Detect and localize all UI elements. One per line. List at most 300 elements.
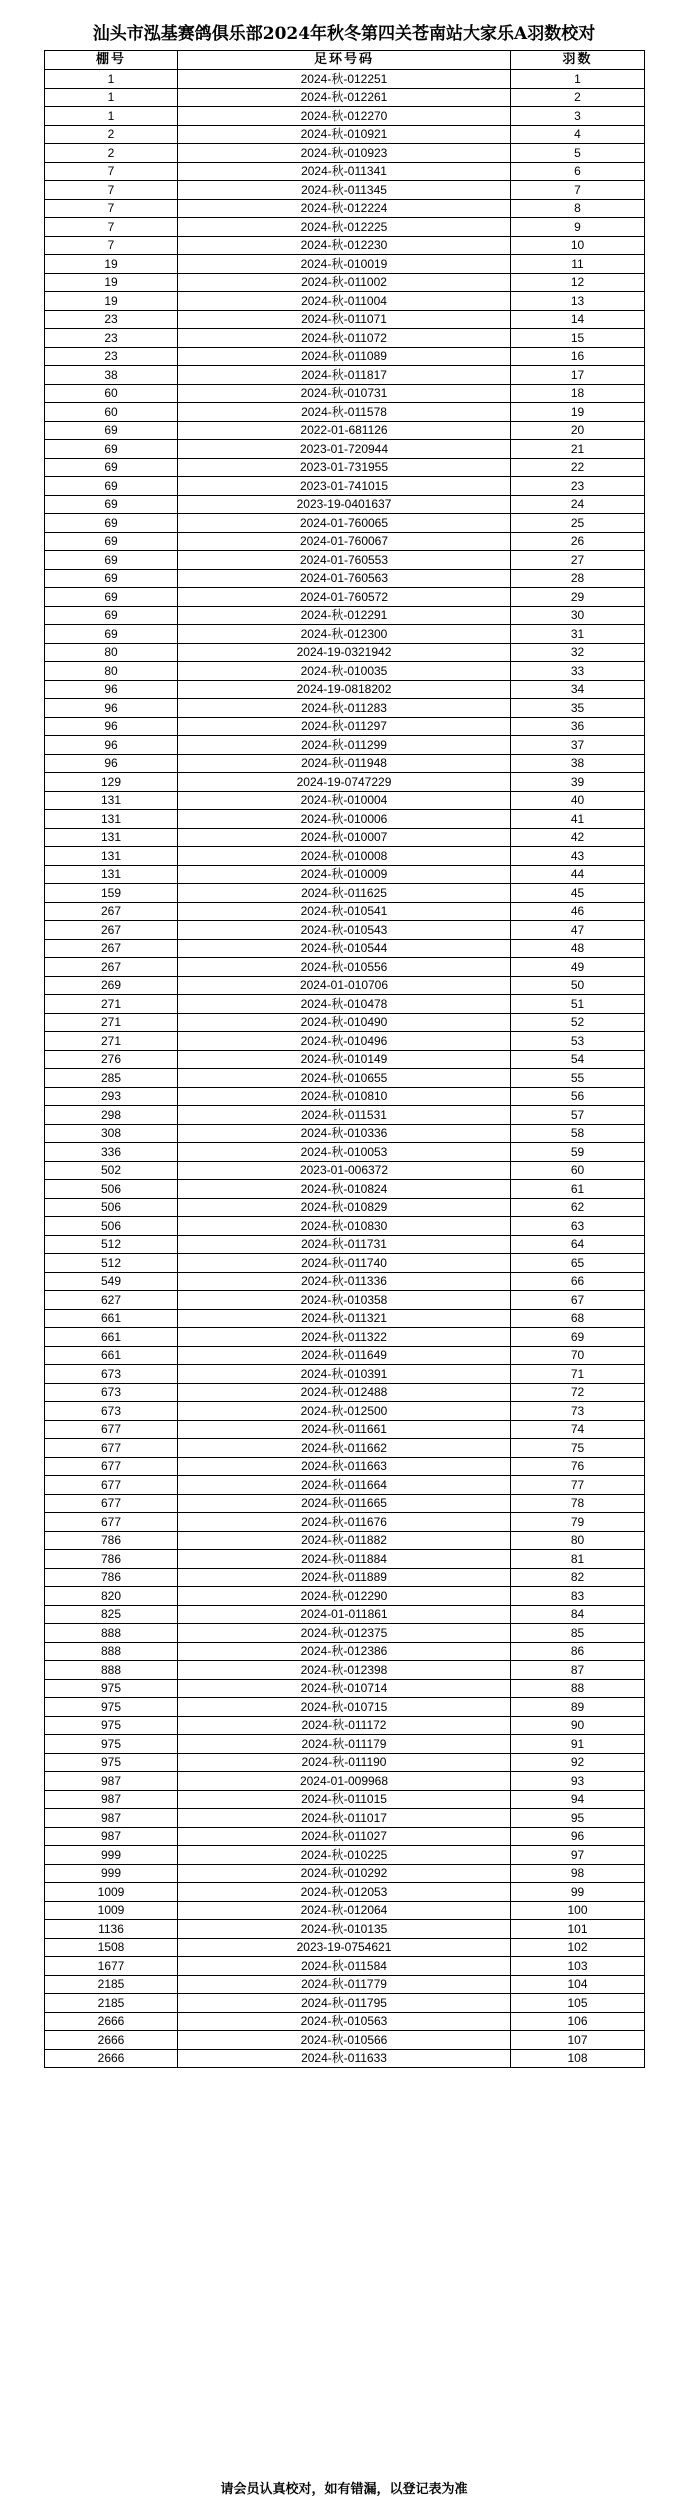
cell-loft-number: 69 (45, 606, 178, 625)
cell-loft-number: 677 (45, 1420, 178, 1439)
cell-loft-number: 271 (45, 995, 178, 1014)
cell-loft-number: 69 (45, 477, 178, 496)
table-row (45, 643, 645, 662)
cell-bird-count: 67 (511, 1291, 645, 1310)
cell-loft-number: 276 (45, 1050, 178, 1069)
table-row (45, 1901, 645, 1920)
cell-ring-number: 2024-秋-010490 (178, 1013, 511, 1032)
table-row (45, 1735, 645, 1754)
cell-ring-number: 2024-01-760067 (178, 532, 511, 551)
cell-bird-count: 54 (511, 1050, 645, 1069)
cell-loft-number: 69 (45, 532, 178, 551)
cell-bird-count: 78 (511, 1494, 645, 1513)
table-row (45, 384, 645, 403)
cell-loft-number: 2666 (45, 2012, 178, 2031)
cell-ring-number: 2024-秋-011321 (178, 1309, 511, 1328)
cell-bird-count: 74 (511, 1420, 645, 1439)
table-row (45, 625, 645, 644)
cell-ring-number: 2024-秋-012398 (178, 1661, 511, 1680)
cell-bird-count: 91 (511, 1735, 645, 1754)
cell-ring-number: 2024-秋-011663 (178, 1457, 511, 1476)
cell-ring-number: 2024-秋-012375 (178, 1624, 511, 1643)
table-row (45, 477, 645, 496)
cell-bird-count: 103 (511, 1957, 645, 1976)
table-row (45, 1383, 645, 1402)
cell-bird-count: 63 (511, 1217, 645, 1236)
cell-ring-number: 2024-秋-011948 (178, 754, 511, 773)
cell-bird-count: 65 (511, 1254, 645, 1273)
cell-ring-number: 2024-秋-010566 (178, 2031, 511, 2050)
table-row (45, 1161, 645, 1180)
header-bird-count: 羽数 (511, 51, 645, 70)
cell-bird-count: 29 (511, 588, 645, 607)
page-title: 汕头市泓基赛鸽俱乐部2024年秋冬第四关苍南站大家乐A羽数校对 (92, 24, 596, 44)
cell-bird-count: 14 (511, 310, 645, 329)
cell-ring-number: 2024-秋-012224 (178, 199, 511, 218)
cell-loft-number: 267 (45, 902, 178, 921)
cell-ring-number: 2024-秋-010715 (178, 1698, 511, 1717)
cell-loft-number: 512 (45, 1235, 178, 1254)
cell-loft-number: 1009 (45, 1901, 178, 1920)
cell-bird-count: 102 (511, 1938, 645, 1957)
cell-bird-count: 97 (511, 1846, 645, 1865)
table-header-row (45, 51, 645, 70)
cell-bird-count: 27 (511, 551, 645, 570)
table-row (45, 2049, 645, 2068)
cell-ring-number: 2024-秋-011740 (178, 1254, 511, 1273)
cell-loft-number: 69 (45, 495, 178, 514)
cell-loft-number: 69 (45, 514, 178, 533)
cell-ring-number: 2024-19-0818202 (178, 680, 511, 699)
table-row (45, 1198, 645, 1217)
cell-loft-number: 673 (45, 1365, 178, 1384)
cell-loft-number: 502 (45, 1161, 178, 1180)
cell-bird-count: 36 (511, 717, 645, 736)
cell-ring-number: 2024-秋-011731 (178, 1235, 511, 1254)
cell-ring-number: 2024-秋-010149 (178, 1050, 511, 1069)
cell-loft-number: 7 (45, 199, 178, 218)
cell-ring-number: 2024-01-011861 (178, 1605, 511, 1624)
table-row (45, 236, 645, 255)
cell-ring-number: 2024-秋-011882 (178, 1531, 511, 1550)
cell-bird-count: 95 (511, 1809, 645, 1828)
cell-loft-number: 38 (45, 366, 178, 385)
cell-loft-number: 96 (45, 680, 178, 699)
cell-ring-number: 2024-秋-010714 (178, 1679, 511, 1698)
cell-loft-number: 96 (45, 699, 178, 718)
table-row (45, 1716, 645, 1735)
cell-ring-number: 2024-秋-011664 (178, 1476, 511, 1495)
cell-ring-number: 2024-19-0321942 (178, 643, 511, 662)
cell-ring-number: 2024-秋-010563 (178, 2012, 511, 2031)
cell-ring-number: 2024-秋-011578 (178, 403, 511, 422)
cell-bird-count: 82 (511, 1568, 645, 1587)
cell-loft-number: 661 (45, 1309, 178, 1328)
cell-loft-number: 506 (45, 1180, 178, 1199)
cell-bird-count: 92 (511, 1753, 645, 1772)
table-row (45, 1827, 645, 1846)
cell-bird-count: 47 (511, 921, 645, 940)
cell-bird-count: 68 (511, 1309, 645, 1328)
cell-ring-number: 2024-秋-012291 (178, 606, 511, 625)
cell-loft-number: 677 (45, 1494, 178, 1513)
cell-loft-number: 7 (45, 181, 178, 200)
cell-loft-number: 69 (45, 458, 178, 477)
table-row (45, 1531, 645, 1550)
cell-bird-count: 38 (511, 754, 645, 773)
cell-loft-number: 1677 (45, 1957, 178, 1976)
cell-loft-number: 987 (45, 1809, 178, 1828)
cell-bird-count: 18 (511, 384, 645, 403)
table-row (45, 1624, 645, 1643)
cell-loft-number: 627 (45, 1291, 178, 1310)
cell-bird-count: 98 (511, 1864, 645, 1883)
table-row (45, 310, 645, 329)
cell-ring-number: 2024-秋-010019 (178, 255, 511, 274)
table-row (45, 1291, 645, 1310)
table-row (45, 403, 645, 422)
cell-bird-count: 51 (511, 995, 645, 1014)
cell-loft-number: 80 (45, 643, 178, 662)
cell-loft-number: 1508 (45, 1938, 178, 1957)
cell-ring-number: 2024-秋-010035 (178, 662, 511, 681)
cell-ring-number: 2024-秋-010830 (178, 1217, 511, 1236)
cell-loft-number: 267 (45, 958, 178, 977)
header-ring-number: 足环号码 (178, 51, 511, 70)
table-row (45, 1254, 645, 1273)
cell-loft-number: 308 (45, 1124, 178, 1143)
cell-loft-number: 661 (45, 1346, 178, 1365)
cell-bird-count: 94 (511, 1790, 645, 1809)
table-row (45, 1217, 645, 1236)
table-row (45, 1957, 645, 1976)
table-row (45, 1846, 645, 1865)
table-row (45, 1439, 645, 1458)
table-row (45, 1864, 645, 1883)
cell-ring-number: 2024-秋-012386 (178, 1642, 511, 1661)
cell-loft-number: 298 (45, 1106, 178, 1125)
cell-loft-number: 96 (45, 717, 178, 736)
cell-loft-number: 271 (45, 1013, 178, 1032)
cell-bird-count: 87 (511, 1661, 645, 1680)
table-row (45, 958, 645, 977)
cell-ring-number: 2024-秋-012488 (178, 1383, 511, 1402)
cell-bird-count: 79 (511, 1513, 645, 1532)
cell-ring-number: 2024-秋-012270 (178, 107, 511, 126)
cell-ring-number: 2024-秋-011172 (178, 1716, 511, 1735)
cell-ring-number: 2024-秋-011889 (178, 1568, 511, 1587)
cell-loft-number: 987 (45, 1827, 178, 1846)
cell-ring-number: 2024-秋-010358 (178, 1291, 511, 1310)
table-row (45, 125, 645, 144)
cell-bird-count: 12 (511, 273, 645, 292)
cell-loft-number: 999 (45, 1846, 178, 1865)
cell-ring-number: 2024-秋-011625 (178, 884, 511, 903)
cell-bird-count: 5 (511, 144, 645, 163)
cell-bird-count: 34 (511, 680, 645, 699)
table-row (45, 995, 645, 1014)
cell-ring-number: 2024-19-0747229 (178, 773, 511, 792)
cell-bird-count: 39 (511, 773, 645, 792)
cell-loft-number: 69 (45, 551, 178, 570)
cell-loft-number: 96 (45, 754, 178, 773)
cell-ring-number: 2024-秋-011299 (178, 736, 511, 755)
cell-bird-count: 17 (511, 366, 645, 385)
cell-ring-number: 2024-秋-011283 (178, 699, 511, 718)
cell-ring-number: 2024-秋-011817 (178, 366, 511, 385)
cell-ring-number: 2024-秋-011002 (178, 273, 511, 292)
cell-loft-number: 69 (45, 440, 178, 459)
cell-ring-number: 2024-秋-010391 (178, 1365, 511, 1384)
cell-bird-count: 46 (511, 902, 645, 921)
table-row (45, 902, 645, 921)
cell-bird-count: 106 (511, 2012, 645, 2031)
cell-bird-count: 10 (511, 236, 645, 255)
table-row (45, 107, 645, 126)
cell-loft-number: 1136 (45, 1920, 178, 1939)
cell-loft-number: 677 (45, 1439, 178, 1458)
cell-ring-number: 2024-秋-011072 (178, 329, 511, 348)
cell-ring-number: 2024-秋-010007 (178, 828, 511, 847)
table-row (45, 1494, 645, 1513)
table-row (45, 1661, 645, 1680)
cell-bird-count: 99 (511, 1883, 645, 1902)
cell-ring-number: 2024-秋-012053 (178, 1883, 511, 1902)
table-row (45, 1513, 645, 1532)
table-row (45, 1568, 645, 1587)
footer-note: 请会员认真校对，如有错漏，以登记表为准 (220, 2482, 468, 2497)
cell-ring-number: 2024-秋-010655 (178, 1069, 511, 1088)
cell-ring-number: 2024-秋-010921 (178, 125, 511, 144)
table-row (45, 440, 645, 459)
cell-bird-count: 11 (511, 255, 645, 274)
cell-bird-count: 41 (511, 810, 645, 829)
cell-bird-count: 62 (511, 1198, 645, 1217)
table-row (45, 88, 645, 107)
table-row (45, 810, 645, 829)
cell-loft-number: 677 (45, 1457, 178, 1476)
cell-bird-count: 107 (511, 2031, 645, 2050)
table-row (45, 1069, 645, 1088)
table-row (45, 1346, 645, 1365)
table-row (45, 514, 645, 533)
table-row (45, 1013, 645, 1032)
table-row (45, 2012, 645, 2031)
cell-bird-count: 40 (511, 791, 645, 810)
cell-loft-number: 19 (45, 273, 178, 292)
cell-loft-number: 131 (45, 828, 178, 847)
cell-bird-count: 96 (511, 1827, 645, 1846)
cell-bird-count: 101 (511, 1920, 645, 1939)
cell-ring-number: 2024-秋-011633 (178, 2049, 511, 2068)
cell-ring-number: 2024-秋-011779 (178, 1975, 511, 1994)
cell-ring-number: 2024-秋-010009 (178, 865, 511, 884)
cell-ring-number: 2024-秋-012064 (178, 1901, 511, 1920)
table-row (45, 162, 645, 181)
cell-ring-number: 2024-秋-010556 (178, 958, 511, 977)
cell-loft-number: 975 (45, 1716, 178, 1735)
table-row (45, 736, 645, 755)
cell-ring-number: 2024-秋-010541 (178, 902, 511, 921)
cell-ring-number: 2024-秋-010053 (178, 1143, 511, 1162)
cell-bird-count: 7 (511, 181, 645, 200)
cell-bird-count: 80 (511, 1531, 645, 1550)
cell-loft-number: 69 (45, 421, 178, 440)
cell-ring-number: 2024-秋-010135 (178, 1920, 511, 1939)
table-row (45, 865, 645, 884)
table-row (45, 255, 645, 274)
cell-ring-number: 2024-秋-012230 (178, 236, 511, 255)
cell-loft-number: 786 (45, 1531, 178, 1550)
cell-loft-number: 673 (45, 1402, 178, 1421)
cell-loft-number: 786 (45, 1568, 178, 1587)
cell-bird-count: 20 (511, 421, 645, 440)
cell-bird-count: 59 (511, 1143, 645, 1162)
cell-bird-count: 100 (511, 1901, 645, 1920)
cell-bird-count: 13 (511, 292, 645, 311)
table-row (45, 1106, 645, 1125)
table-row (45, 144, 645, 163)
cell-bird-count: 50 (511, 976, 645, 995)
table-row (45, 347, 645, 366)
table-row (45, 1605, 645, 1624)
cell-bird-count: 88 (511, 1679, 645, 1698)
cell-bird-count: 81 (511, 1550, 645, 1569)
cell-bird-count: 73 (511, 1402, 645, 1421)
cell-loft-number: 506 (45, 1198, 178, 1217)
cell-bird-count: 85 (511, 1624, 645, 1643)
cell-ring-number: 2024-秋-011884 (178, 1550, 511, 1569)
cell-ring-number: 2024-秋-011531 (178, 1106, 511, 1125)
cell-loft-number: 987 (45, 1790, 178, 1809)
cell-bird-count: 75 (511, 1439, 645, 1458)
cell-loft-number: 131 (45, 865, 178, 884)
table-row (45, 1087, 645, 1106)
cell-bird-count: 55 (511, 1069, 645, 1088)
cell-ring-number: 2024-秋-011322 (178, 1328, 511, 1347)
cell-loft-number: 293 (45, 1087, 178, 1106)
cell-ring-number: 2024-秋-011661 (178, 1420, 511, 1439)
table-row (45, 791, 645, 810)
cell-ring-number: 2024-秋-011341 (178, 162, 511, 181)
cell-loft-number: 131 (45, 810, 178, 829)
cell-ring-number: 2024-秋-011190 (178, 1753, 511, 1772)
cell-ring-number: 2023-19-0401637 (178, 495, 511, 514)
cell-loft-number: 888 (45, 1642, 178, 1661)
table-row (45, 588, 645, 607)
cell-bird-count: 44 (511, 865, 645, 884)
table-row (45, 1272, 645, 1291)
cell-bird-count: 69 (511, 1328, 645, 1347)
table-row (45, 680, 645, 699)
pigeon-count-table (44, 50, 645, 2068)
cell-bird-count: 90 (511, 1716, 645, 1735)
table-row (45, 939, 645, 958)
cell-bird-count: 4 (511, 125, 645, 144)
cell-bird-count: 104 (511, 1975, 645, 1994)
table-row (45, 1124, 645, 1143)
cell-loft-number: 975 (45, 1753, 178, 1772)
cell-bird-count: 15 (511, 329, 645, 348)
cell-loft-number: 2666 (45, 2031, 178, 2050)
table-row (45, 1698, 645, 1717)
table-row (45, 606, 645, 625)
table-row (45, 884, 645, 903)
table-row (45, 1809, 645, 1828)
cell-loft-number: 129 (45, 773, 178, 792)
cell-ring-number: 2024-秋-012251 (178, 70, 511, 89)
cell-loft-number: 159 (45, 884, 178, 903)
table-row (45, 717, 645, 736)
cell-ring-number: 2024-秋-010543 (178, 921, 511, 940)
table-row (45, 1753, 645, 1772)
cell-ring-number: 2024-01-760065 (178, 514, 511, 533)
cell-bird-count: 84 (511, 1605, 645, 1624)
table-row (45, 1143, 645, 1162)
cell-loft-number: 7 (45, 218, 178, 237)
table-row (45, 366, 645, 385)
cell-bird-count: 108 (511, 2049, 645, 2068)
cell-bird-count: 105 (511, 1994, 645, 2013)
cell-bird-count: 60 (511, 1161, 645, 1180)
cell-bird-count: 57 (511, 1106, 645, 1125)
cell-loft-number: 23 (45, 310, 178, 329)
cell-loft-number: 506 (45, 1217, 178, 1236)
cell-loft-number: 285 (45, 1069, 178, 1088)
cell-loft-number: 336 (45, 1143, 178, 1162)
table-row (45, 754, 645, 773)
cell-ring-number: 2024-秋-011584 (178, 1957, 511, 1976)
cell-bird-count: 35 (511, 699, 645, 718)
cell-ring-number: 2024-秋-010336 (178, 1124, 511, 1143)
table-row (45, 1938, 645, 1957)
cell-loft-number: 267 (45, 939, 178, 958)
cell-bird-count: 58 (511, 1124, 645, 1143)
cell-bird-count: 53 (511, 1032, 645, 1051)
cell-loft-number: 269 (45, 976, 178, 995)
table-row (45, 2031, 645, 2050)
cell-ring-number: 2024-秋-010478 (178, 995, 511, 1014)
cell-loft-number: 549 (45, 1272, 178, 1291)
cell-ring-number: 2024-秋-010829 (178, 1198, 511, 1217)
cell-loft-number: 2185 (45, 1994, 178, 2013)
cell-bird-count: 43 (511, 847, 645, 866)
table-row (45, 773, 645, 792)
cell-loft-number: 975 (45, 1679, 178, 1698)
table-row (45, 1994, 645, 2013)
cell-bird-count: 25 (511, 514, 645, 533)
cell-ring-number: 2024-秋-011345 (178, 181, 511, 200)
cell-bird-count: 70 (511, 1346, 645, 1365)
table-row (45, 976, 645, 995)
cell-bird-count: 21 (511, 440, 645, 459)
cell-bird-count: 71 (511, 1365, 645, 1384)
cell-ring-number: 2024-秋-011662 (178, 1439, 511, 1458)
table-row (45, 1550, 645, 1569)
cell-bird-count: 3 (511, 107, 645, 126)
cell-ring-number: 2024-秋-011795 (178, 1994, 511, 2013)
cell-loft-number: 80 (45, 662, 178, 681)
table-row (45, 1328, 645, 1347)
cell-loft-number: 677 (45, 1513, 178, 1532)
cell-loft-number: 271 (45, 1032, 178, 1051)
cell-loft-number: 1 (45, 107, 178, 126)
cell-bird-count: 77 (511, 1476, 645, 1495)
cell-bird-count: 42 (511, 828, 645, 847)
cell-loft-number: 2666 (45, 2049, 178, 2068)
cell-loft-number: 1 (45, 88, 178, 107)
table-row (45, 458, 645, 477)
